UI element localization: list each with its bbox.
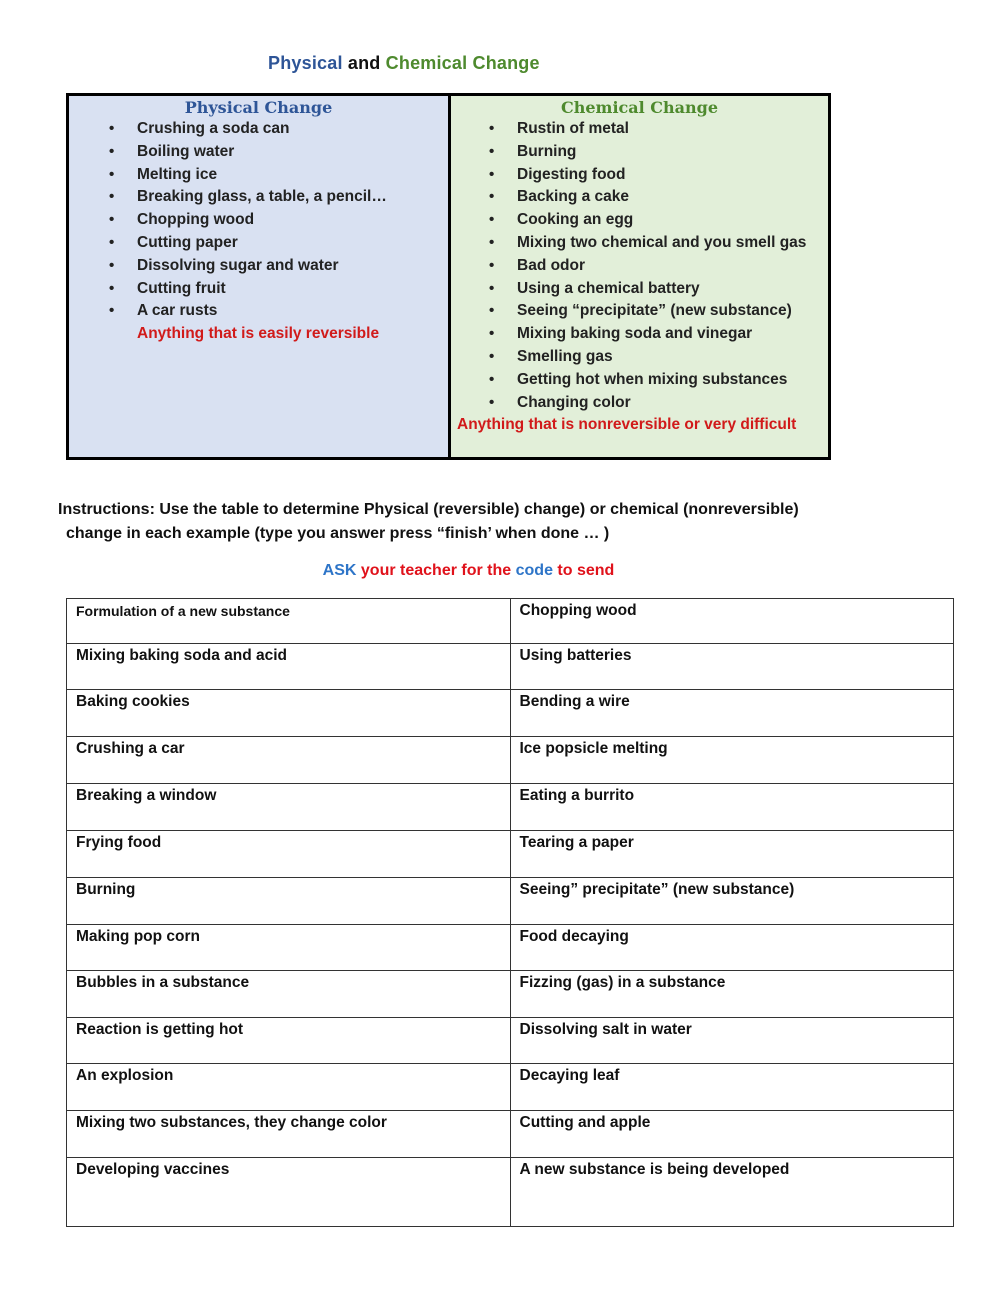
example-cell-right[interactable]: Chopping wood xyxy=(510,599,954,644)
example-cell-right[interactable]: Decaying leaf xyxy=(510,1064,954,1111)
example-cell-left[interactable]: Frying food xyxy=(67,831,511,878)
chemical-change-item xyxy=(487,300,806,323)
example-cell-right[interactable]: Dissolving salt in water xyxy=(510,1018,954,1064)
example-cell-right[interactable]: Food decaying xyxy=(510,925,954,971)
chemical-change-item xyxy=(487,369,806,392)
title-and: and xyxy=(347,53,381,73)
physical-change-item xyxy=(107,164,387,187)
example-cell-left[interactable]: Mixing baking soda and acid xyxy=(67,644,511,690)
bullet-icon: • xyxy=(489,347,495,365)
bullet-icon: • xyxy=(489,302,495,320)
bullet-icon: • xyxy=(109,188,115,206)
table-row xyxy=(67,737,954,784)
example-cell-left[interactable]: Mixing two substances, they change color xyxy=(67,1111,511,1158)
table-row xyxy=(67,831,954,878)
physical-change-note: Anything that is easily reversible xyxy=(137,325,380,342)
table-row xyxy=(67,971,954,1018)
chemical-change-item xyxy=(487,278,806,301)
bullet-icon: • xyxy=(109,302,115,320)
chemical-change-item xyxy=(487,232,806,255)
bullet-icon: • xyxy=(489,279,495,297)
table-row xyxy=(67,1018,954,1064)
reference-table xyxy=(66,93,831,460)
instructions-line-1: Instructions: Use the table to determine Physical (reversible) change) or chemical (nonreversible) xyxy=(58,501,799,518)
example-cell-left[interactable]: Reaction is getting hot xyxy=(67,1018,511,1064)
table-row xyxy=(67,599,954,644)
example-cell-right[interactable]: Ice popsicle melting xyxy=(510,737,954,784)
bullet-icon: • xyxy=(109,256,115,274)
chemical-change-item xyxy=(487,346,806,369)
table-row xyxy=(67,878,954,925)
chemical-change-item-label: Getting hot when mixing substances xyxy=(517,370,788,388)
table-row xyxy=(67,784,954,831)
chemical-change-item-label: Rustin of metal xyxy=(517,120,629,137)
bullet-icon: • xyxy=(109,142,115,160)
bullet-icon: • xyxy=(489,325,495,343)
example-cell-right[interactable]: Using batteries xyxy=(510,644,954,690)
chemical-change-item xyxy=(487,392,806,415)
chemical-change-item-label: Mixing baking soda and vinegar xyxy=(517,325,753,343)
physical-change-list xyxy=(107,118,387,323)
example-cell-left[interactable]: An explosion xyxy=(67,1064,511,1111)
example-cell-left[interactable]: Burning xyxy=(67,878,511,925)
instructions xyxy=(58,498,958,546)
bullet-icon: • xyxy=(109,211,115,229)
example-cell-right[interactable]: Eating a burrito xyxy=(510,784,954,831)
chemical-change-item-label: Bad odor xyxy=(517,256,586,274)
chemical-change-item xyxy=(487,164,806,187)
chemical-change-heading: Chemical Change xyxy=(560,98,719,117)
bullet-icon: • xyxy=(489,211,495,229)
example-cell-left[interactable]: Bubbles in a substance xyxy=(67,971,511,1018)
chemical-change-item-label: Smelling gas xyxy=(517,347,613,365)
bullet-icon: • xyxy=(109,120,115,137)
page-title xyxy=(268,53,540,74)
chemical-change-column xyxy=(451,96,828,457)
bullet-icon: • xyxy=(489,142,495,160)
example-cell-left[interactable]: Breaking a window xyxy=(67,784,511,831)
to-send-text: to send xyxy=(557,562,615,579)
table-row xyxy=(67,925,954,971)
example-cell-right[interactable]: Fizzing (gas) in a substance xyxy=(510,971,954,1018)
chemical-change-item xyxy=(487,186,806,209)
example-cell-right[interactable]: Cutting and apple xyxy=(510,1111,954,1158)
physical-change-column xyxy=(69,96,451,457)
ask-teacher-line xyxy=(0,562,937,580)
physical-change-item-label: Cutting paper xyxy=(137,233,238,251)
bullet-icon: • xyxy=(489,188,495,206)
example-cell-left[interactable]: Making pop corn xyxy=(67,925,511,971)
bullet-icon: • xyxy=(489,256,495,274)
chemical-change-item xyxy=(487,209,806,232)
bullet-icon: • xyxy=(489,233,495,251)
chemical-change-item-label: Burning xyxy=(517,142,577,160)
ask-word: ASK xyxy=(322,562,357,579)
chemical-change-item-label: Cooking an egg xyxy=(517,211,634,229)
example-cell-right[interactable]: Tearing a paper xyxy=(510,831,954,878)
physical-change-heading: Physical Change xyxy=(184,98,333,117)
table-row xyxy=(67,644,954,690)
physical-change-item xyxy=(107,186,387,209)
example-cell-left[interactable]: Baking cookies xyxy=(67,690,511,737)
physical-change-item-label: A car rusts xyxy=(137,302,218,320)
physical-change-item xyxy=(107,232,387,255)
bullet-icon: • xyxy=(109,165,115,183)
physical-change-item xyxy=(107,209,387,232)
title-physical: Physical xyxy=(268,53,343,73)
physical-change-item-label: Cutting fruit xyxy=(137,279,226,297)
example-cell-left[interactable]: Developing vaccines xyxy=(67,1158,511,1227)
chemical-change-item-label: Changing color xyxy=(517,393,631,411)
bullet-icon: • xyxy=(489,165,495,183)
bullet-icon: • xyxy=(489,370,495,388)
physical-change-item-label: Breaking glass, a table, a pencil… xyxy=(137,188,387,206)
physical-change-item-label: Chopping wood xyxy=(137,211,255,229)
chemical-change-list xyxy=(487,118,806,414)
chemical-change-note: Anything that is nonreversible or very difficult xyxy=(457,416,797,433)
bullet-icon: • xyxy=(109,233,115,251)
chemical-change-item-label: Backing a cake xyxy=(517,188,630,206)
physical-change-item-label: Dissolving sugar and water xyxy=(137,256,339,274)
chemical-change-item xyxy=(487,118,806,141)
chemical-change-item xyxy=(487,323,806,346)
bullet-icon: • xyxy=(489,393,495,411)
bullet-icon: • xyxy=(109,279,115,297)
chemical-change-item-label: Seeing “precipitate” (new substance) xyxy=(517,302,792,320)
chemical-change-item xyxy=(487,141,806,164)
physical-change-item xyxy=(107,118,387,141)
chemical-change-item-label: Mixing two chemical and you smell gas xyxy=(517,233,807,251)
example-cell-left[interactable]: Formulation of a new substance xyxy=(67,599,511,644)
chemical-change-item-label: Using a chemical battery xyxy=(517,279,700,297)
example-cell-right[interactable]: Bending a wire xyxy=(510,690,954,737)
title-chemical: Chemical Change xyxy=(385,53,540,73)
physical-change-item-label: Melting ice xyxy=(137,165,218,183)
table-row xyxy=(67,1064,954,1111)
physical-change-item xyxy=(107,300,387,323)
example-cell-left[interactable]: Crushing a car xyxy=(67,737,511,784)
your-teacher-text: your teacher for the xyxy=(360,562,512,579)
example-cell-right[interactable]: Seeing” precipitate” (new substance) xyxy=(510,878,954,925)
physical-change-item-label: Boiling water xyxy=(137,142,235,160)
table-row xyxy=(67,1111,954,1158)
instructions-line-2: change in each example (type you answer press “finish’ when done … ) xyxy=(66,525,610,542)
chemical-change-item-label: Digesting food xyxy=(517,165,626,183)
example-cell-right[interactable]: A new substance is being developed xyxy=(510,1158,954,1227)
physical-change-item xyxy=(107,141,387,164)
bullet-icon: • xyxy=(489,120,495,137)
examples-table xyxy=(66,598,954,1227)
physical-change-item xyxy=(107,255,387,278)
table-row xyxy=(67,690,954,737)
physical-change-item xyxy=(107,278,387,301)
physical-change-item-label: Crushing a soda can xyxy=(137,120,290,137)
chemical-change-item xyxy=(487,255,806,278)
code-word: code xyxy=(515,562,553,579)
table-row xyxy=(67,1158,954,1227)
